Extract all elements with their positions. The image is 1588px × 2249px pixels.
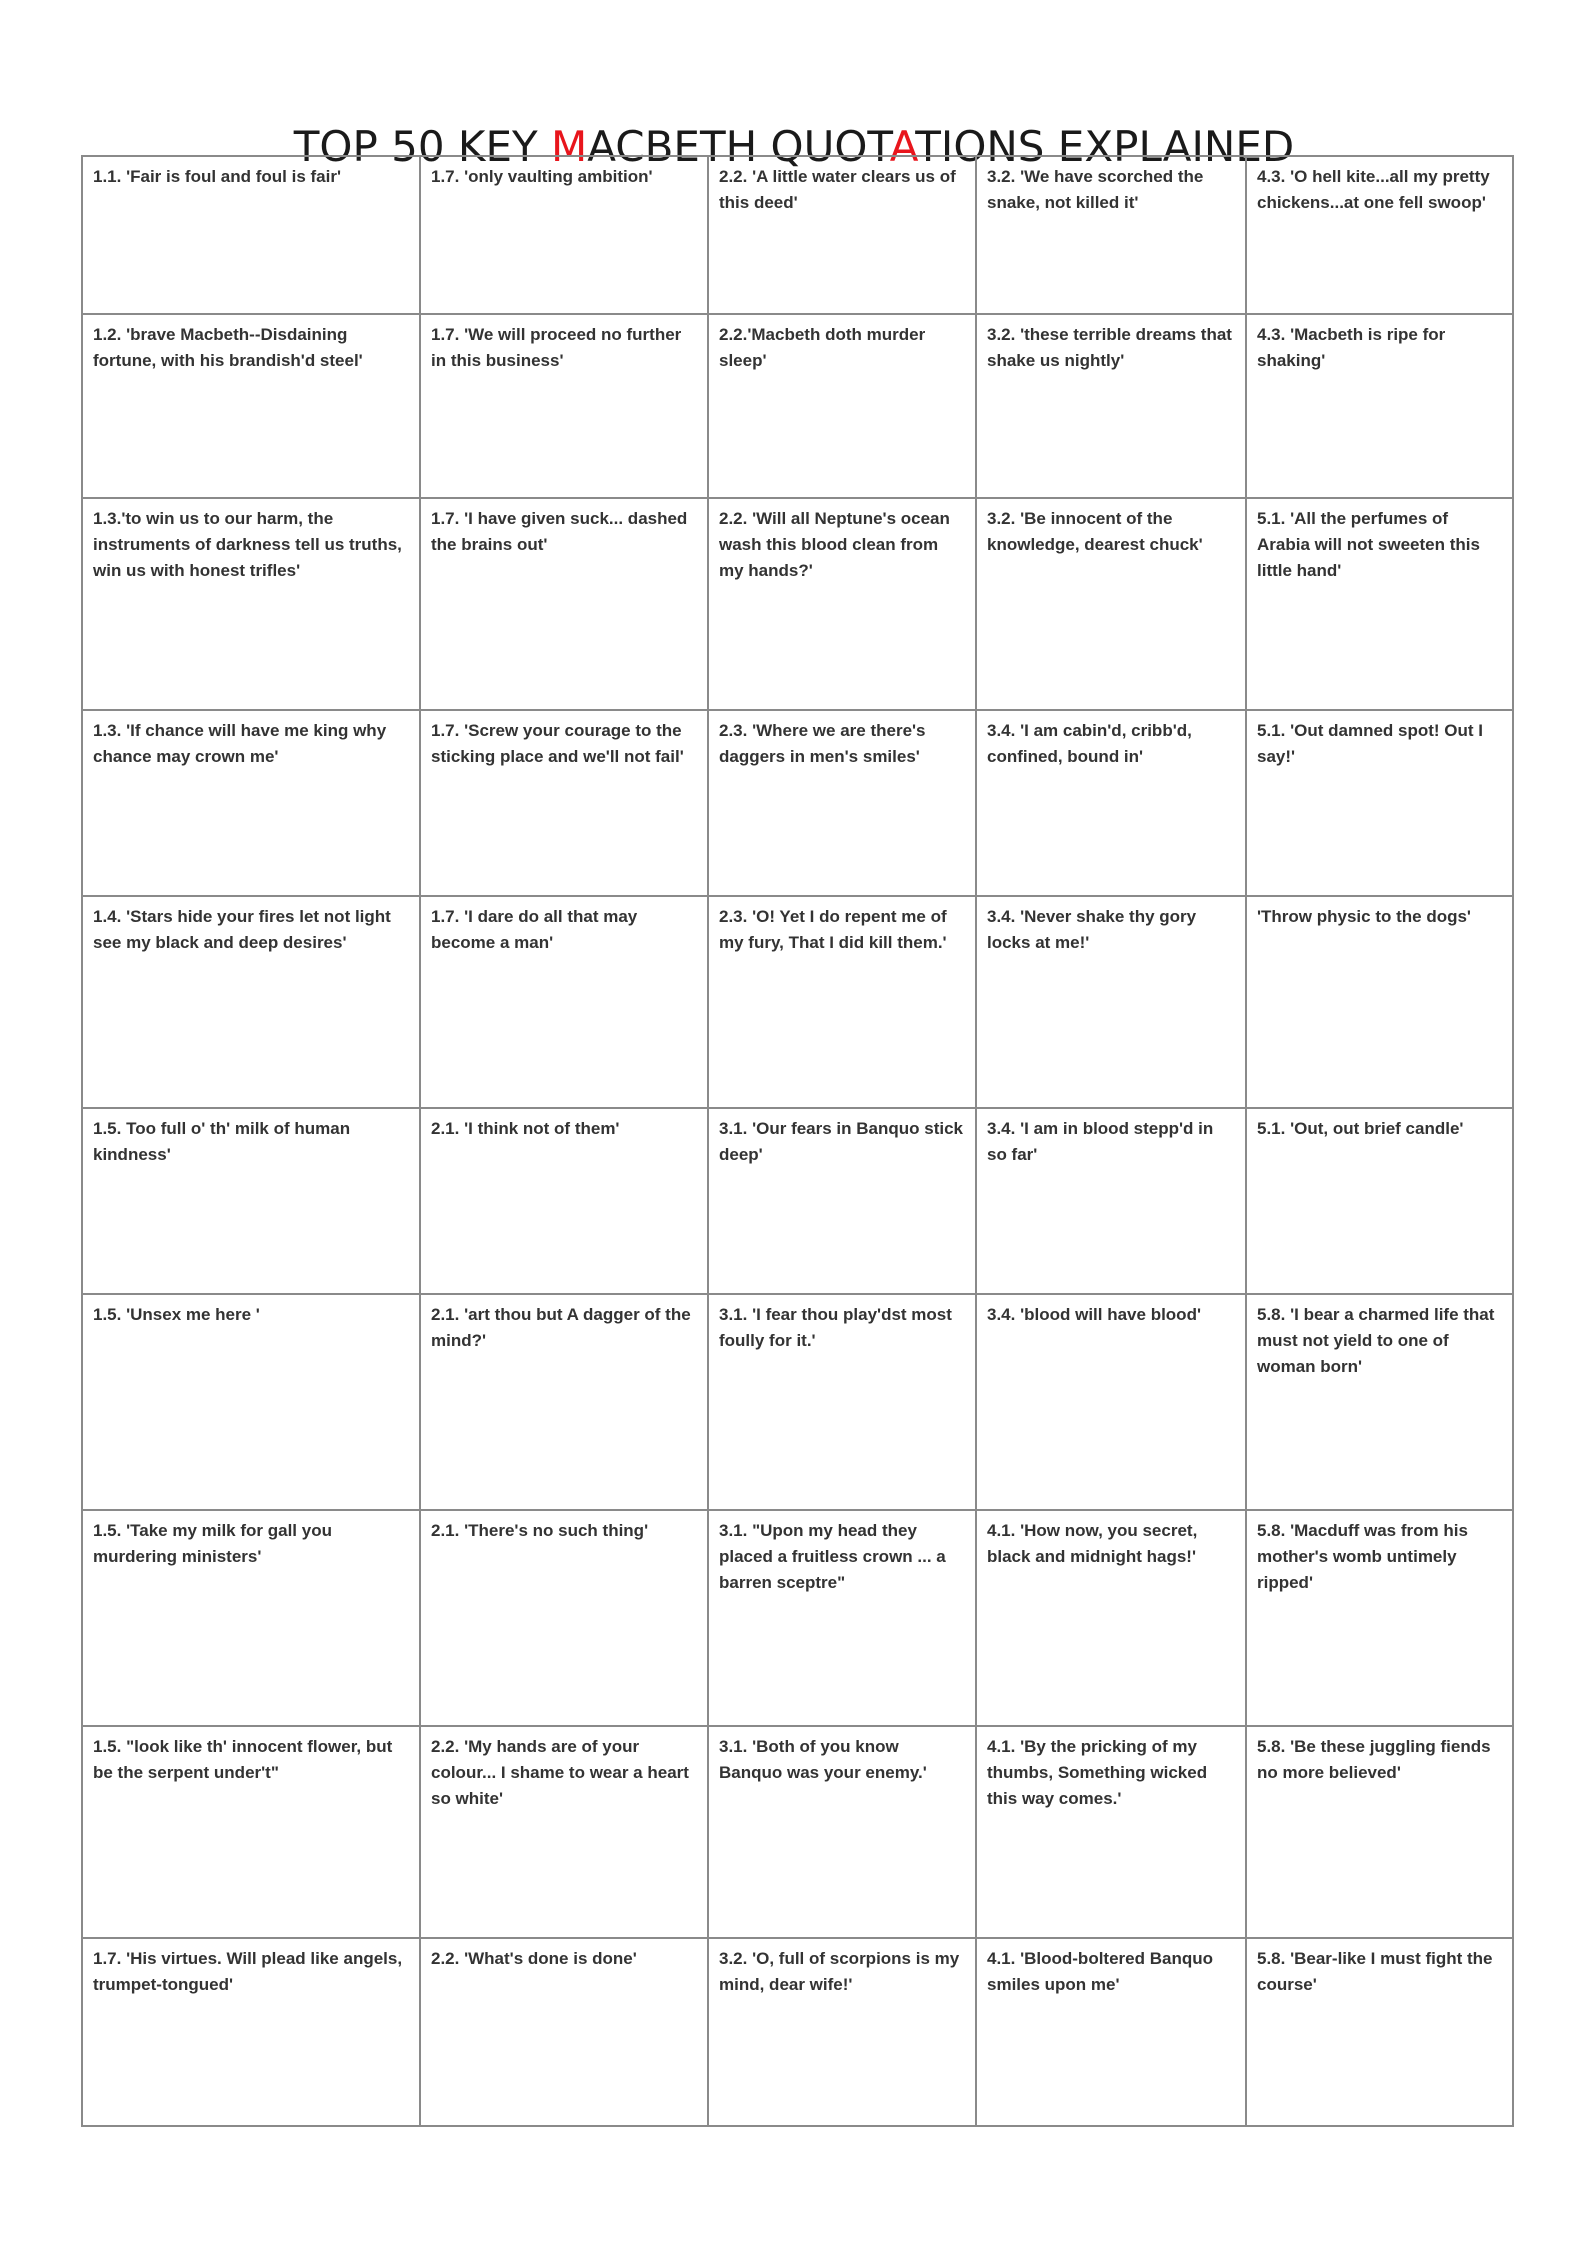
quote-cell: 5.8. 'Macduff was from his mother's womb untimely ripped' <box>1246 1510 1513 1726</box>
table-row <box>82 1938 1513 2126</box>
table-row <box>82 1108 1513 1294</box>
quote-cell: 4.1. 'By the pricking of my thumbs, Something wicked this way comes.' <box>976 1726 1246 1938</box>
quote-cell: 2.1. 'art thou but A dagger of the mind?' <box>420 1294 708 1510</box>
quote-cell: 1.7. 'Screw your courage to the sticking place and we'll not fail' <box>420 710 708 896</box>
quote-cell: 1.5. Too full o' th' milk of human kindness' <box>82 1108 420 1294</box>
table-row <box>82 1510 1513 1726</box>
quote-cell: 3.1. 'Both of you know Banquo was your enemy.' <box>708 1726 976 1938</box>
quote-cell: 4.1. 'Blood-boltered Banquo smiles upon me' <box>976 1938 1246 2126</box>
quote-cell: 3.1. 'I fear thou play'dst most foully for it.' <box>708 1294 976 1510</box>
quote-cell: 4.1. 'How now, you secret, black and midnight hags!' <box>976 1510 1246 1726</box>
quote-cell: 1.3.'to win us to our harm, the instruments of darkness tell us truths, win us with honest trifles' <box>82 498 420 710</box>
quote-cell: 3.2. 'Be innocent of the knowledge, dearest chuck' <box>976 498 1246 710</box>
quote-cell: 5.1. 'Out, out brief candle' <box>1246 1108 1513 1294</box>
quote-cell: 1.1. 'Fair is foul and foul is fair' <box>82 156 420 314</box>
quote-cell: 1.7. 'I dare do all that may become a man' <box>420 896 708 1108</box>
quote-cell: 1.3. 'If chance will have me king why chance may crown me' <box>82 710 420 896</box>
title-text: TOP 50 KEY <box>293 122 552 172</box>
quote-cell: 1.4. 'Stars hide your fires let not light see my black and deep desires' <box>82 896 420 1108</box>
title-highlight-letter: A <box>889 122 916 172</box>
quote-cell: 2.2. 'A little water clears us of this deed' <box>708 156 976 314</box>
title-highlight-letter: M <box>551 122 588 172</box>
quote-cell: 5.1. 'All the perfumes of Arabia will not sweeten this little hand' <box>1246 498 1513 710</box>
quote-cell: 1.7. 'only vaulting ambition' <box>420 156 708 314</box>
quote-cell: 3.2. 'these terrible dreams that shake us nightly' <box>976 314 1246 498</box>
quote-cell: 2.3. 'O! Yet I do repent me of my fury, That I did kill them.' <box>708 896 976 1108</box>
quote-cell: 1.5. 'Take my milk for gall you murdering ministers' <box>82 1510 420 1726</box>
quote-cell: 5.8. 'I bear a charmed life that must not yield to one of woman born' <box>1246 1294 1513 1510</box>
quote-cell: 'Throw physic to the dogs' <box>1246 896 1513 1108</box>
quote-cell: 2.2. 'My hands are of your colour... I shame to wear a heart so white' <box>420 1726 708 1938</box>
quote-cell: 3.4. 'blood will have blood' <box>976 1294 1246 1510</box>
quote-cell: 2.2. 'What's done is done' <box>420 1938 708 2126</box>
quote-cell: 1.7. 'I have given suck... dashed the brains out' <box>420 498 708 710</box>
quote-cell: 5.1. 'Out damned spot! Out I say!' <box>1246 710 1513 896</box>
quote-cell: 3.4. 'I am cabin'd, cribb'd, confined, bound in' <box>976 710 1246 896</box>
quote-cell: 1.7. 'We will proceed no further in this business' <box>420 314 708 498</box>
quote-cell: 3.2. 'O, full of scorpions is my mind, dear wife!' <box>708 1938 976 2126</box>
table-row <box>82 896 1513 1108</box>
quote-cell: 5.8. 'Be these juggling fiends no more believed' <box>1246 1726 1513 1938</box>
quote-cell: 5.8. 'Bear-like I must fight the course' <box>1246 1938 1513 2126</box>
quote-cell: 2.2. 'Will all Neptune's ocean wash this blood clean from my hands?' <box>708 498 976 710</box>
quote-cell: 4.3. 'Macbeth is ripe for shaking' <box>1246 314 1513 498</box>
quote-cell: 1.7. 'His virtues. Will plead like angels, trumpet-tongued' <box>82 1938 420 2126</box>
table-row <box>82 1726 1513 1938</box>
quote-cell: 3.4. 'Never shake thy gory locks at me!' <box>976 896 1246 1108</box>
quote-cell: 1.5. 'Unsex me here ' <box>82 1294 420 1510</box>
quote-cell: 2.2.'Macbeth doth murder sleep' <box>708 314 976 498</box>
quote-cell: 4.3. 'O hell kite...all my pretty chickens...at one fell swoop' <box>1246 156 1513 314</box>
quote-cell: 3.4. 'I am in blood stepp'd in so far' <box>976 1108 1246 1294</box>
quote-cell: 2.3. 'Where we are there's daggers in men's smiles' <box>708 710 976 896</box>
table-row <box>82 710 1513 896</box>
quote-cell: 3.1. "Upon my head they placed a fruitless crown ... a barren sceptre" <box>708 1510 976 1726</box>
quote-cell: 1.5. "look like th' innocent flower, but be the serpent under't" <box>82 1726 420 1938</box>
quote-cell: 2.1. 'I think not of them' <box>420 1108 708 1294</box>
quote-cell: 3.1. 'Our fears in Banquo stick deep' <box>708 1108 976 1294</box>
quote-cell: 3.2. 'We have scorched the snake, not killed it' <box>976 156 1246 314</box>
table-row <box>82 314 1513 498</box>
quotations-table <box>81 155 1514 2127</box>
title-text: ACBETH QUOT <box>587 122 890 172</box>
quote-cell: 2.1. 'There's no such thing' <box>420 1510 708 1726</box>
table-row <box>82 1294 1513 1510</box>
table-row <box>82 156 1513 314</box>
quote-cell: 1.2. 'brave Macbeth--Disdaining fortune, with his brandish'd steel' <box>82 314 420 498</box>
table-row <box>82 498 1513 710</box>
title-text: TIONS EXPLAINED <box>915 122 1295 172</box>
